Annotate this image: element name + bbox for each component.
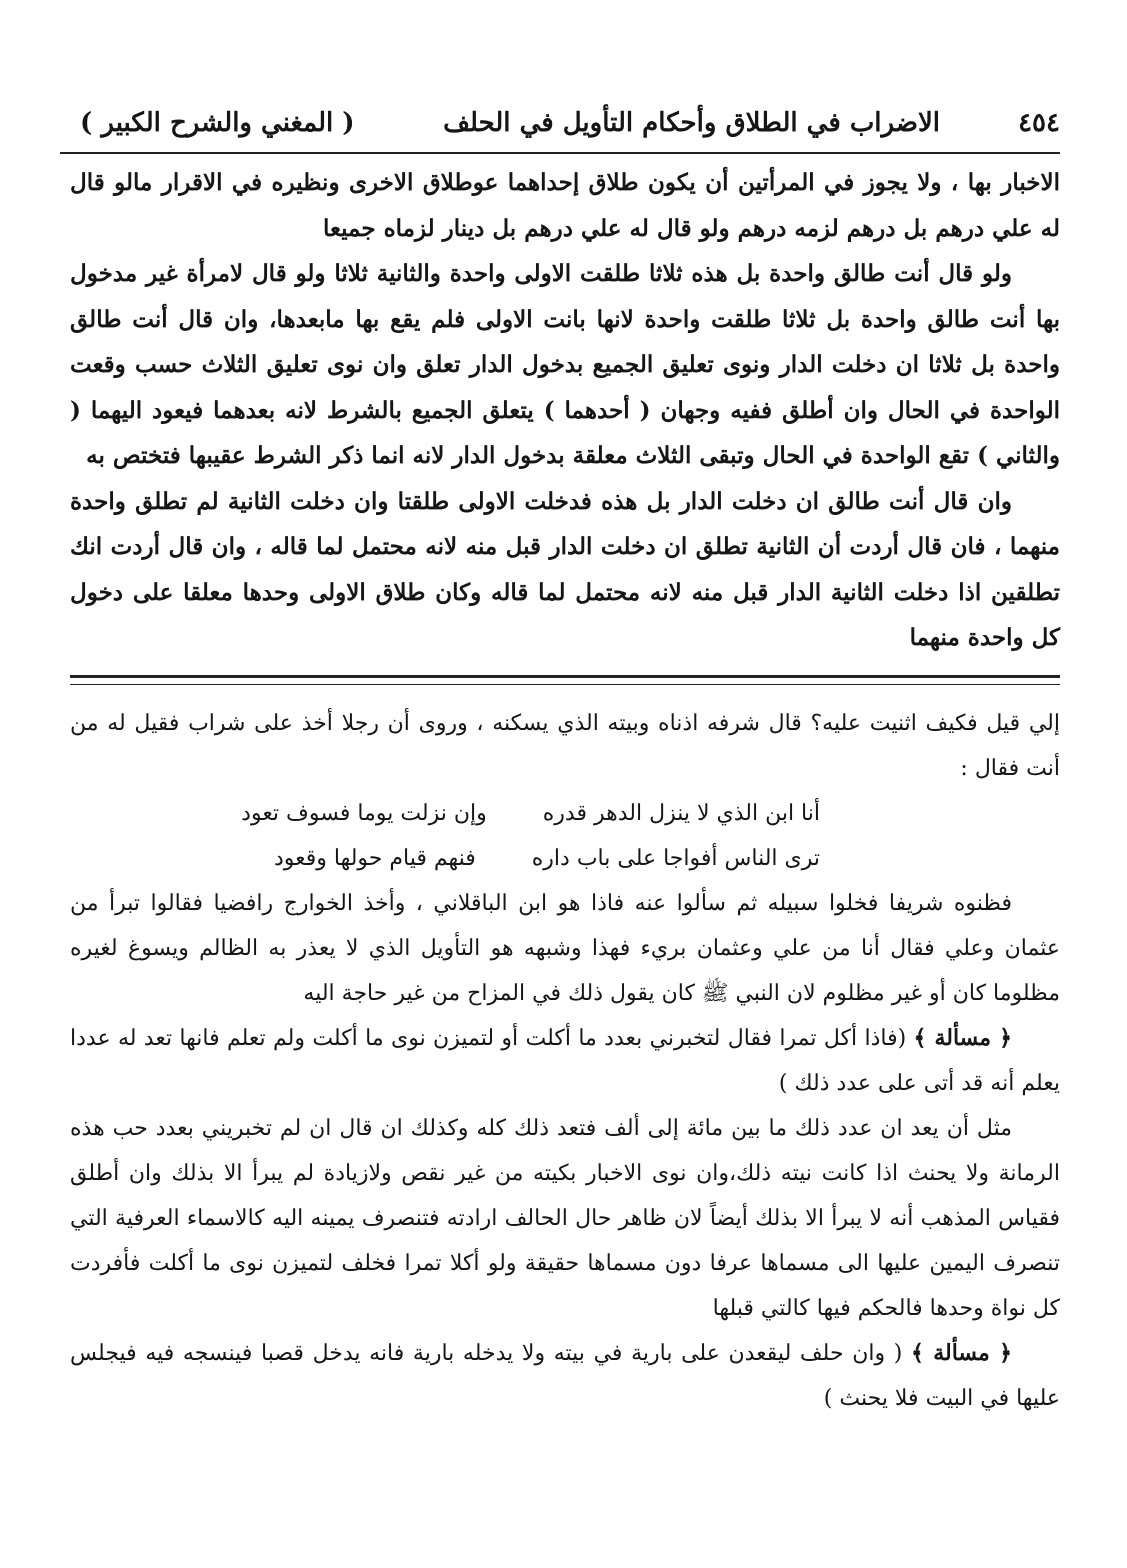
commentary-paragraph: إلي قيل فكيف اثنيت عليه؟ قال شرفه اذناه وبيته الذي يسكنه ، وروى أن رجلا أخذ على شراب فقيل له من أنت فقال : [70, 710, 1060, 781]
verse-second-hemistich: وإن نزلت يوما فسوف تعود [241, 800, 487, 826]
commentary-paragraph: فظنوه شريفا فخلوا سبيله ثم سألوا عنه فاذا هو ابن الباقلاني ، وأخذ الخوارج رافضيا فقالوا تبرأ من عثمان وعلي فقال أنا من علي وعثمان بريء فهذا وشبهه هو التأويل الذي لا يعذر به الظالم ويسوغ لغيره مظلوما كان أو غير مظلوم لان النبي ﷺ كان يقول ذلك في المزاح من غير حاجة اليه [70, 890, 1060, 1006]
page [70, 100, 1060, 1421]
commentary-text [70, 701, 1060, 1421]
section-separator [70, 675, 1060, 685]
main-text [70, 160, 1060, 661]
verse-line [70, 791, 1060, 836]
poem-verses [70, 791, 1060, 881]
masala-marker: ﴿ مسألة ﴾ [913, 1024, 1012, 1051]
main-paragraph: وان قال أنت طالق ان دخلت الدار بل هذه فدخلت الاولى طلقتا وان دخلت الثانية لم تطلق واحدة منهما ، فان قال أردت أن الثانية تطلق ان دخلت الدار قبل منه لانه محتمل لما قاله ، وان قال أردت انك تطلقين اذا دخلت الثانية الدار قبل منه لانه محتمل لما قاله وكان طلاق الاولى وحدها معلقا على دخول كل واحدة منهما [70, 487, 1060, 651]
commentary-paragraph: مثل أن يعد ان عدد ذلك ما بين مائة إلى ألف فتعد ذلك كله وكذلك ان قال ان لم تخبريني بعدد حب هذه الرمانة ولا يحنث اذا كانت نيته ذلك،وان نوى الاخبار بكيته من غير نقص ولازيادة لم يبرأ الا بذلك وان أطلق فقياس المذهب أنه لا يبرأ الا بذلك أيضاً لان ظاهر حال الحالف ارادته فتنصرف يمينه اليه كالاسماء العرفية التي تنصرف اليمين عليها الى مسماها عرفا دون مسماها حقيقة ولو أكلا تمرا فخلف لتميزن نوى ما أكلت فأفردت كل نواة وحدها فالحكم فيها كالتي قبلها [70, 1115, 1060, 1321]
verse-second-hemistich: فنهم قيام حولها وقعود [273, 845, 476, 871]
masala-paragraph [70, 1016, 1060, 1106]
masala-paragraph [70, 1331, 1060, 1421]
masala-marker: ﴿ مسألة ﴾ [911, 1339, 1013, 1366]
masala-text: (فاذا أكل تمرا فقال لتخبرني بعدد ما أكلت أو لتميزن نوى ما أكلت ولم تعلم فانها تعد له عددا يعلم أنه قد أتى على عدد ذلك ) [70, 1025, 1060, 1096]
book-title: ( المغني والشرح الكبير ) [80, 108, 355, 138]
page-header [70, 100, 1060, 156]
verse-first-hemistich: ترى الناس أفواجا على باب داره [531, 845, 820, 871]
verse-first-hemistich: أنا ابن الذي لا ينزل الدهر قدره [542, 800, 820, 826]
masala-text: ( وان حلف ليقعدن على بارية في بيته ولا يدخله بارية فانه يدخل قصبا فينسجه فيه فيجلس عليها في البيت فلا يحنث ) [70, 1340, 1060, 1411]
main-paragraph: الاخبار بها ، ولا يجوز في المرأتين أن يكون طلاق إحداهما عوطلاق الاخرى ونظيره في الاقرار مالو قال له علي درهم بل درهم لزمه درهم ولو قال له علي درهم بل دينار لزماه جميعا [70, 169, 1060, 242]
page-number: ٤٥٤ [1018, 108, 1060, 138]
header-rule [60, 152, 1060, 154]
verse-line [70, 836, 1060, 881]
running-title: الاضراب في الطلاق وأحكام التأويل في الحلف [443, 108, 940, 138]
main-paragraph: ولو قال أنت طالق واحدة بل هذه ثلاثا طلقت الاولى واحدة والثانية ثلاثا ولو قال لامرأة غير مدخول بها أنت طالق واحدة بل ثلاثا طلقت واحدة لانها بانت الاولى فلم يقع بها مابعدها، وان قال أنت طالق واحدة بل ثلاثا ان دخلت الدار ونوى تعليق الجميع بدخول الدار تعلق وان نوى تعليق الثلاث حسب وقعت الواحدة في الحال وان أطلق ففيه وجهان ( أحدهما ) يتعلق الجميع بالشرط لانه بعدهما فيعود اليهما ( والثاني ) تقع الواحدة في الحال وتبقى الثلاث معلقة بدخول الدار لانه انما ذكر الشرط عقيبها فتختص به [70, 260, 1060, 469]
